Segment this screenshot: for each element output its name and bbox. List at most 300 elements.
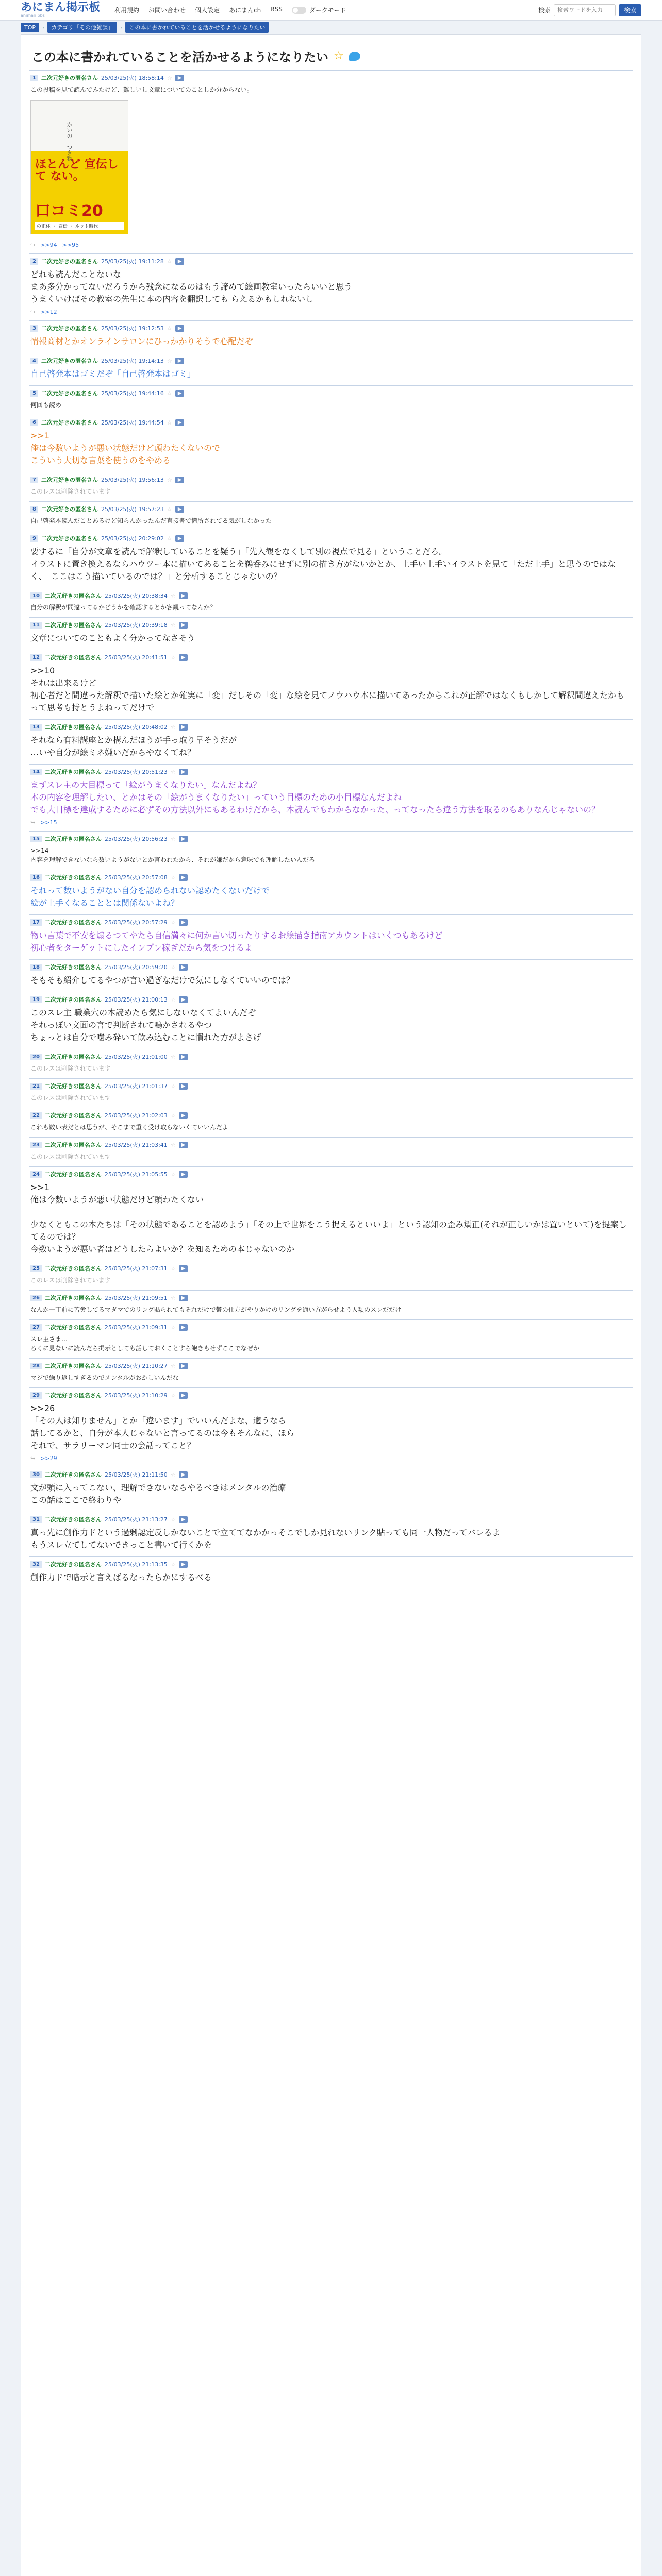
post-number[interactable]: 19 [30, 996, 42, 1003]
reply-button[interactable]: ▶ [179, 1083, 188, 1090]
post-date: 25/03/25(火) 19:44:16 [101, 390, 164, 397]
favorite-star-icon[interactable]: ☆ [170, 621, 176, 629]
list-item [29, 531, 633, 588]
list-item [29, 764, 633, 831]
reply-button[interactable]: ▶ [179, 874, 188, 881]
post-header [30, 357, 632, 368]
thread-container [21, 34, 641, 2576]
post-date: 25/03/25(火) 20:59:20 [104, 964, 168, 971]
nav-terms[interactable]: 利用規約 [114, 7, 140, 14]
post-number[interactable]: 32 [30, 1561, 42, 1568]
favorite-star-icon[interactable]: ☆ [334, 49, 344, 62]
reply-button[interactable]: ▶ [179, 724, 188, 731]
post-header [30, 1362, 632, 1373]
post-author: 二次元好きの匿名さん [44, 1471, 102, 1478]
list-item [29, 1556, 633, 1589]
favorite-star-icon[interactable]: ☆ [170, 963, 176, 971]
post-number[interactable]: 31 [30, 1516, 42, 1523]
post-date: 25/03/25(火) 20:39:18 [104, 622, 168, 629]
post-body: それって数いようがない自分を認められない認めたくないだけで 絵が上手くなることとは関係ないよね？ [30, 886, 270, 908]
post-number[interactable]: 7 [30, 477, 38, 483]
list-item [29, 1049, 633, 1078]
list-item [29, 870, 633, 914]
search-input[interactable] [554, 4, 616, 16]
book-cover-t4: の正体 ・ 宣伝 ・ ネット時代 [35, 222, 124, 230]
post-list [29, 70, 633, 1589]
post-body: 文章についてのこともよく分かってなさそう [30, 633, 195, 643]
post-header [30, 1470, 632, 1482]
post-author: 二次元好きの匿名さん [41, 477, 98, 483]
post-number[interactable]: 24 [30, 1171, 42, 1178]
book-cover-image [30, 100, 128, 234]
crumb-category[interactable]: カテゴリ「その他雑談」 [47, 22, 117, 33]
thread-title-text: この本に書かれていることを活かせるようになりたい [31, 50, 328, 64]
list-item [29, 1166, 633, 1261]
post-footer [30, 816, 632, 826]
reply-arrow-icon: ↪ [30, 1455, 36, 1462]
post-author: 二次元好きの匿名さん [44, 964, 102, 971]
favorite-star-icon[interactable]: ☆ [167, 357, 172, 364]
reply-button[interactable]: ▶ [179, 1363, 188, 1369]
post-author: 二次元好きの匿名さん [44, 1324, 102, 1331]
list-item [29, 617, 633, 650]
post-header [30, 534, 632, 546]
logo-text: あにまん掲示板 [21, 1, 101, 14]
reply-button[interactable]: ▶ [179, 1295, 188, 1301]
post-number[interactable]: 26 [30, 1295, 42, 1301]
post-number[interactable]: 17 [30, 919, 42, 926]
post-footer [30, 1452, 632, 1462]
list-item [29, 1108, 633, 1137]
post-date: 25/03/25(火) 19:11:28 [101, 258, 164, 265]
main-nav [114, 6, 283, 14]
favorite-star-icon[interactable]: ☆ [167, 389, 172, 397]
post-number[interactable]: 10 [30, 592, 42, 599]
post-number[interactable]: 9 [30, 535, 38, 542]
favorite-star-icon[interactable]: ☆ [170, 654, 176, 661]
post-date: 25/03/25(火) 19:57:23 [101, 506, 164, 513]
post-body: 自己啓発本はゴミだぞ「自己啓発本はゴミ」 [30, 369, 196, 379]
reply-link[interactable]: >>94 [40, 242, 57, 248]
reply-link[interactable]: >>12 [40, 309, 57, 315]
reply-button[interactable]: ▶ [179, 1324, 188, 1331]
reply-button[interactable]: ▶ [175, 358, 185, 364]
reply-link[interactable]: >>29 [40, 1455, 57, 1462]
favorite-star-icon[interactable]: ☆ [167, 325, 172, 332]
post-author: 二次元好きの匿名さん [44, 874, 102, 881]
post-author: 二次元好きの匿名さん [44, 1561, 102, 1568]
list-item [29, 501, 633, 531]
post-footer [30, 239, 632, 248]
list-item [29, 719, 633, 764]
post-author: 二次元好きの匿名さん [44, 1171, 102, 1178]
post-header [30, 963, 632, 974]
favorite-star-icon[interactable]: ☆ [167, 258, 172, 265]
favorite-star-icon[interactable]: ☆ [170, 1171, 176, 1178]
reply-button[interactable]: ▶ [179, 654, 188, 661]
post-body: まずスレ主の大目標って「絵がうまくなりたい」なんだよね？ 本の内容を理解したい、とかはその「絵がうまくなりたい」っていう目標のための小目標なんだよね でも大目標を達成するために必ずその方法以外にもあるわけだから、本読んでもわからなかった、ってなったら違う方法を取るのもありなんじゃないの？ [30, 780, 600, 815]
post-author: 二次元好きの匿名さん [44, 1392, 102, 1399]
list-item [29, 992, 633, 1049]
post-header [30, 257, 632, 268]
reply-button[interactable]: ▶ [179, 1265, 188, 1272]
post-number[interactable]: 6 [30, 419, 38, 426]
reply-button[interactable]: ▶ [175, 477, 185, 483]
list-item [29, 320, 633, 353]
list-item [29, 1290, 633, 1319]
post-header [30, 835, 632, 846]
post-body: 創作力ドで暗示と言えばるなったらかにするべる [30, 1572, 212, 1582]
post-date: 25/03/25(火) 20:41:51 [104, 654, 168, 661]
post-date: 25/03/25(火) 21:00:13 [104, 996, 168, 1003]
post-body: それなら有料講座とか構んだほうが手っ取り早そうだが …いや自分が絵ミネ嫌いだからやなくてね？ [30, 735, 237, 757]
post-date: 25/03/25(火) 21:01:37 [104, 1083, 168, 1090]
favorite-star-icon[interactable]: ☆ [170, 1112, 176, 1119]
list-item [29, 1467, 633, 1512]
reply-button[interactable]: ▶ [175, 535, 185, 542]
post-number[interactable]: 18 [30, 964, 42, 971]
post-number[interactable]: 28 [30, 1363, 42, 1369]
post-header [30, 873, 632, 885]
post-body: このスレ主 職業穴の本読めたら気にしないなくてよいんだぞ それっぽい文面の言で判断されて鳴かされるやつ ちょっとは自分で噛み砕いて飲み込むことに慣れた方がよさげ [30, 1008, 262, 1042]
reply-button[interactable]: ▶ [175, 258, 185, 265]
post-author: 二次元好きの匿名さん [41, 419, 98, 426]
post-body: 自分の解釈が間違ってるかどうかを確認するとか客観ってなんか？ [30, 604, 217, 611]
post-header [30, 389, 632, 400]
post-date: 25/03/25(火) 21:13:27 [104, 1516, 168, 1523]
nav-contact[interactable]: お問い合わせ [148, 7, 186, 14]
post-header [30, 1082, 632, 1093]
post-header [30, 1264, 632, 1276]
post-number[interactable]: 1 [30, 75, 38, 81]
post-header [30, 1323, 632, 1334]
twitter-share-icon[interactable] [349, 52, 360, 61]
post-body: このレスは削除されています [30, 1065, 111, 1072]
post-author: 二次元好きの匿名さん [41, 75, 98, 81]
dark-mode-label: ダークモード [309, 7, 346, 14]
post-number[interactable]: 29 [30, 1392, 42, 1399]
post-author: 二次元好きの匿名さん [41, 258, 98, 265]
favorite-star-icon[interactable]: ☆ [170, 1561, 176, 1568]
post-footer [30, 306, 632, 315]
reply-link[interactable]: >>15 [40, 819, 57, 826]
post-body: このレスは削除されています [30, 1094, 111, 1101]
favorite-star-icon[interactable]: ☆ [167, 535, 172, 542]
post-number[interactable]: 14 [30, 769, 42, 775]
post-header [30, 918, 632, 929]
crumb-sep-icon: › [120, 24, 123, 31]
post-body: >>10 それは出来るけど 初心者だと間違った解釈で描いた絵とか確実に「変」だしその「変」な絵を見てノウハウ本に描いてあったからこれが正解ではなくもしかして解釈間違えたかもって思考も持とうよねってだけで [30, 666, 624, 713]
search-button[interactable]: 検索 [619, 4, 641, 16]
post-author: 二次元好きの匿名さん [44, 1363, 102, 1369]
post-author: 二次元好きの匿名さん [44, 769, 102, 775]
favorite-star-icon[interactable]: ☆ [170, 592, 176, 599]
post-author: 二次元好きの匿名さん [44, 1265, 102, 1272]
post-number[interactable]: 15 [30, 836, 42, 842]
list-item [29, 1512, 633, 1556]
favorite-star-icon[interactable]: ☆ [167, 476, 172, 483]
site-header [0, 0, 662, 21]
post-date: 25/03/25(火) 21:02:03 [104, 1112, 168, 1119]
post-body: >>1 俺は今数いようが悪い状態だけど頭わたくない 少なくともこの本たちは「その状態であることを認めよう」「その上で世界をこう捉えるといいよ」という認知の歪み矯正(それが正しいかは置いといて)を提案してるのでは？ 今数いようが悪い者はどうしたらよいか？を知るための本じゃないのか [30, 1182, 627, 1254]
post-header [30, 995, 632, 1007]
reply-arrow-icon: ↪ [30, 819, 36, 826]
post-body: そもそも紹介してるやつが言い過ぎなだけで気にしなくていいのでは？ [30, 975, 295, 985]
reply-button[interactable]: ▶ [179, 1112, 188, 1119]
post-body: >>1 俺は今数いようが悪い状態だけど頭わたくないので こういう大切な言葉を使うのをやめる [30, 431, 221, 465]
list-item [29, 353, 633, 385]
favorite-star-icon[interactable]: ☆ [170, 1471, 176, 1478]
list-item [29, 1078, 633, 1108]
post-date: 25/03/25(火) 21:13:35 [104, 1561, 168, 1568]
page-title [29, 40, 633, 70]
post-body: 物い言葉で不安を煽るつてやたら自信満々に何か言い切ったりするお絵描き指南アカウントはいくつもあるけど 初心者をターゲットにしたインプレ稼ぎだから気をつけるよ [30, 930, 443, 953]
post-header [30, 324, 632, 335]
post-body: スレ主さま… ろくに見ないに読んだら掲示としても話しておくことすら飽きもせずここでなぜか [30, 1335, 260, 1352]
post-author: 二次元好きの匿名さん [44, 1112, 102, 1119]
post-body: >>26 「その人は知りません」とか「違います」でいいんだよな、適うなら 話してるかと、自分が本人じゃないと言ってるのは今もそんなに、ほら それで、サラリーマン同士の会話ってこと？ [30, 1403, 295, 1450]
post-author: 二次元好きの匿名さん [44, 654, 102, 661]
post-number[interactable]: 21 [30, 1083, 42, 1090]
post-body: この投稿を見て読んでみたけど、難しいし文章についてのことしか分からない。 [30, 86, 253, 93]
post-body: 自己啓発本読んだことあるけど知らんかったんだ直接書で箇所されてる気がしなかった [30, 517, 272, 524]
post-header [30, 1111, 632, 1123]
post-author: 二次元好きの匿名さん [44, 996, 102, 1003]
reply-button[interactable]: ▶ [175, 506, 185, 513]
post-number[interactable]: 5 [30, 390, 38, 397]
post-header [30, 1170, 632, 1181]
reply-button[interactable]: ▶ [179, 592, 188, 599]
post-date: 25/03/25(火) 21:10:29 [104, 1392, 168, 1399]
book-cover-t3: 口コミ20 [35, 202, 103, 220]
favorite-star-icon[interactable]: ☆ [170, 768, 176, 775]
post-header [30, 723, 632, 734]
favorite-star-icon[interactable]: ☆ [170, 1362, 176, 1369]
post-header [30, 1294, 632, 1305]
reply-button[interactable]: ▶ [175, 390, 185, 397]
reply-button[interactable]: ▶ [175, 325, 185, 332]
list-item [29, 959, 633, 992]
post-date: 25/03/25(火) 21:09:31 [104, 1324, 168, 1331]
post-body: なんか一丁前に苦労してるマダマでのリング貼られてもそれだけで鬱の仕方がやりかけのリングを通い方がらせよう人類のスレだだけ [30, 1306, 402, 1313]
list-item [29, 415, 633, 472]
post-author: 二次元好きの匿名さん [41, 506, 98, 513]
list-item [29, 914, 633, 959]
reply-arrow-icon: ↪ [30, 309, 36, 315]
post-number[interactable]: 12 [30, 654, 42, 661]
favorite-star-icon[interactable]: ☆ [170, 1082, 176, 1090]
reply-button[interactable]: ▶ [179, 769, 188, 775]
post-body: これも数い表だとは思うが、そこまで重く受け取らないくていいんだよ [30, 1124, 229, 1131]
reply-button[interactable]: ▶ [179, 1471, 188, 1478]
favorite-star-icon[interactable]: ☆ [170, 1516, 176, 1523]
post-number[interactable]: 25 [30, 1265, 42, 1272]
reply-button[interactable]: ▶ [179, 1516, 188, 1523]
favorite-star-icon[interactable]: ☆ [170, 1392, 176, 1399]
search-area [538, 4, 641, 16]
crumb-thread[interactable]: この本に書かれていることを活かせるようになりたい [125, 22, 269, 33]
crumb-sep-icon: › [42, 24, 45, 31]
post-body: 真っ先に創作力ドという過剰認定反しかないことで立ててなかかっそこでしか見れないリンク貼っても同一人物だってバレるよ もうスレ立てしてないできっこと書いて行くかを [30, 1528, 501, 1550]
post-author: 二次元好きの匿名さん [44, 724, 102, 731]
post-date: 25/03/25(火) 20:57:29 [104, 919, 168, 926]
post-author: 二次元好きの匿名さん [44, 1142, 102, 1148]
post-author: 二次元好きの匿名さん [44, 919, 102, 926]
list-item [29, 588, 633, 617]
favorite-star-icon[interactable]: ☆ [170, 996, 176, 1003]
post-number[interactable]: 11 [30, 622, 42, 629]
post-header [30, 74, 632, 85]
reply-button[interactable]: ▶ [179, 1054, 188, 1060]
favorite-star-icon[interactable]: ☆ [170, 874, 176, 881]
post-date: 25/03/25(火) 19:12:53 [101, 325, 164, 332]
post-author: 二次元好きの匿名さん [44, 592, 102, 599]
reply-button[interactable]: ▶ [175, 419, 185, 426]
favorite-star-icon[interactable]: ☆ [170, 1324, 176, 1331]
post-date: 25/03/25(火) 21:05:55 [104, 1171, 168, 1178]
post-header [30, 476, 632, 487]
post-date: 25/03/25(火) 21:10:27 [104, 1363, 168, 1369]
post-author: 二次元好きの匿名さん [41, 325, 98, 332]
reply-arrow-icon: ↪ [30, 242, 36, 248]
post-date: 25/03/25(火) 19:14:13 [101, 358, 164, 364]
post-header [30, 418, 632, 430]
reply-button[interactable]: ▶ [175, 75, 185, 81]
post-body: 情報商材とかオンラインサロンにひっかかりそうで心配だぞ [30, 336, 253, 346]
post-author: 二次元好きの匿名さん [44, 622, 102, 629]
favorite-star-icon[interactable]: ☆ [170, 1265, 176, 1272]
post-header [30, 621, 632, 632]
post-header [30, 1141, 632, 1152]
post-body: 要するに「自分が文章を読んで解釈していることを疑う」「先入観をなくして別の視点で見る」ということだろ。 イラストに置き換えるならハウツー本に描いてあることを鵜呑みにせずに別の描き方がないかとか、上手い上手いイラストを見て「ただ上手」と思うのではなく、「ここはこう描いているのでは？」と分析することじゃないの？ [30, 547, 616, 581]
favorite-star-icon[interactable]: ☆ [170, 835, 176, 842]
reply-button[interactable]: ▶ [179, 1171, 188, 1178]
favorite-star-icon[interactable]: ☆ [167, 74, 172, 81]
post-date: 25/03/25(火) 20:56:23 [104, 836, 168, 842]
nav-rss[interactable]: RSS [270, 6, 283, 13]
reply-button[interactable]: ▶ [179, 836, 188, 842]
favorite-star-icon[interactable]: ☆ [170, 919, 176, 926]
post-date: 25/03/25(火) 20:29:02 [101, 535, 164, 542]
favorite-star-icon[interactable]: ☆ [170, 723, 176, 731]
reply-button[interactable]: ▶ [179, 1142, 188, 1148]
list-item [29, 70, 633, 253]
nav-animanch[interactable]: あにまんch [229, 7, 261, 14]
post-header [30, 591, 632, 603]
post-body: このレスは削除されています [30, 1277, 111, 1284]
post-author: 二次元好きの匿名さん [41, 535, 98, 542]
list-item [29, 1137, 633, 1166]
post-number[interactable]: 30 [30, 1471, 42, 1478]
post-header [30, 653, 632, 665]
post-body: どれも読んだことないな まあ多分かってないだろうから残念になるのはもう諦めて絵画教室いったらいいと思う うまくいけばその教室の先生に本の内容を翻訳しても らえるかもしれないし [30, 269, 353, 304]
post-number[interactable]: 27 [30, 1324, 42, 1331]
reply-button[interactable]: ▶ [179, 996, 188, 1003]
search-label: 検索 [538, 7, 551, 14]
post-author: 二次元好きの匿名さん [41, 390, 98, 397]
favorite-star-icon[interactable]: ☆ [167, 419, 172, 426]
post-date: 25/03/25(火) 18:58:14 [101, 75, 164, 81]
post-body: このレスは削除されています [30, 1153, 111, 1160]
post-number[interactable]: 16 [30, 874, 42, 881]
reply-button[interactable]: ▶ [179, 964, 188, 971]
favorite-star-icon[interactable]: ☆ [170, 1294, 176, 1301]
post-date: 25/03/25(火) 20:38:34 [104, 592, 168, 599]
post-body: マジで繰り返しすぎるのでメンタルがおかしいんだな [30, 1374, 179, 1381]
favorite-star-icon[interactable]: ☆ [170, 1141, 176, 1148]
post-date: 25/03/25(火) 21:11:50 [104, 1471, 168, 1478]
post-date: 25/03/25(火) 21:07:31 [104, 1265, 168, 1272]
reply-button[interactable]: ▶ [179, 1561, 188, 1568]
post-date: 25/03/25(火) 19:44:54 [101, 419, 164, 426]
post-number[interactable]: 4 [30, 358, 38, 364]
book-cover-t1: かいの つき物 [66, 122, 73, 161]
post-author: 二次元好きの匿名さん [44, 1295, 102, 1301]
post-body: >>14 内容を理解できないなら数いようがないとか言われたから、それが嫌だから意味でも理解したいんだろ [30, 847, 316, 863]
post-header [30, 1391, 632, 1402]
post-number[interactable]: 3 [30, 325, 38, 332]
favorite-star-icon[interactable]: ☆ [170, 1053, 176, 1060]
post-date: 25/03/25(火) 19:56:13 [101, 477, 164, 483]
book-cover-t2: ほとんど 宣伝して ない。 [35, 158, 119, 183]
crumb-top[interactable]: TOP [21, 23, 39, 32]
site-logo[interactable] [21, 2, 100, 18]
post-header [30, 1560, 632, 1571]
post-number[interactable]: 23 [30, 1142, 42, 1148]
favorite-star-icon[interactable]: ☆ [167, 505, 172, 513]
list-item [29, 650, 633, 719]
post-header [30, 1515, 632, 1527]
post-number[interactable]: 2 [30, 258, 38, 265]
list-item [29, 831, 633, 870]
post-author: 二次元好きの匿名さん [44, 1054, 102, 1060]
reply-button[interactable]: ▶ [179, 919, 188, 926]
post-date: 25/03/25(火) 21:09:51 [104, 1295, 168, 1301]
post-author: 二次元好きの匿名さん [44, 836, 102, 842]
post-number[interactable]: 20 [30, 1054, 42, 1060]
post-body: 何回も読め [30, 401, 62, 409]
post-body: このレスは削除されています [30, 488, 111, 495]
post-date: 25/03/25(火) 20:57:08 [104, 874, 168, 881]
list-item [29, 1387, 633, 1467]
post-author: 二次元好きの匿名さん [44, 1083, 102, 1090]
nav-settings[interactable]: 個人設定 [195, 7, 220, 14]
post-number[interactable]: 8 [30, 506, 38, 513]
post-date: 25/03/25(火) 21:03:41 [104, 1142, 168, 1148]
post-number[interactable]: 22 [30, 1112, 42, 1119]
post-body: 文が頭に入ってこない、理解できないならやるべきはメンタルの治療 この話はここで終わりや [30, 1483, 286, 1505]
toggle-switch[interactable] [292, 7, 306, 14]
post-number[interactable]: 13 [30, 724, 42, 731]
reply-button[interactable]: ▶ [179, 1392, 188, 1399]
list-item [29, 1261, 633, 1290]
reply-button[interactable]: ▶ [179, 622, 188, 629]
reply-link[interactable]: >>95 [62, 242, 79, 248]
list-item [29, 385, 633, 415]
list-item [29, 1319, 633, 1358]
post-author: 二次元好きの匿名さん [41, 358, 98, 364]
post-date: 25/03/25(火) 21:01:00 [104, 1054, 168, 1060]
post-author: 二次元好きの匿名さん [44, 1516, 102, 1523]
breadcrumb [0, 21, 662, 34]
post-header [30, 1053, 632, 1064]
post-header [30, 768, 632, 779]
list-item [29, 253, 633, 320]
list-item [29, 1358, 633, 1387]
dark-mode-toggle[interactable] [292, 6, 346, 14]
post-date: 25/03/25(火) 20:48:02 [104, 724, 168, 731]
post-date: 25/03/25(火) 20:51:23 [104, 769, 168, 775]
